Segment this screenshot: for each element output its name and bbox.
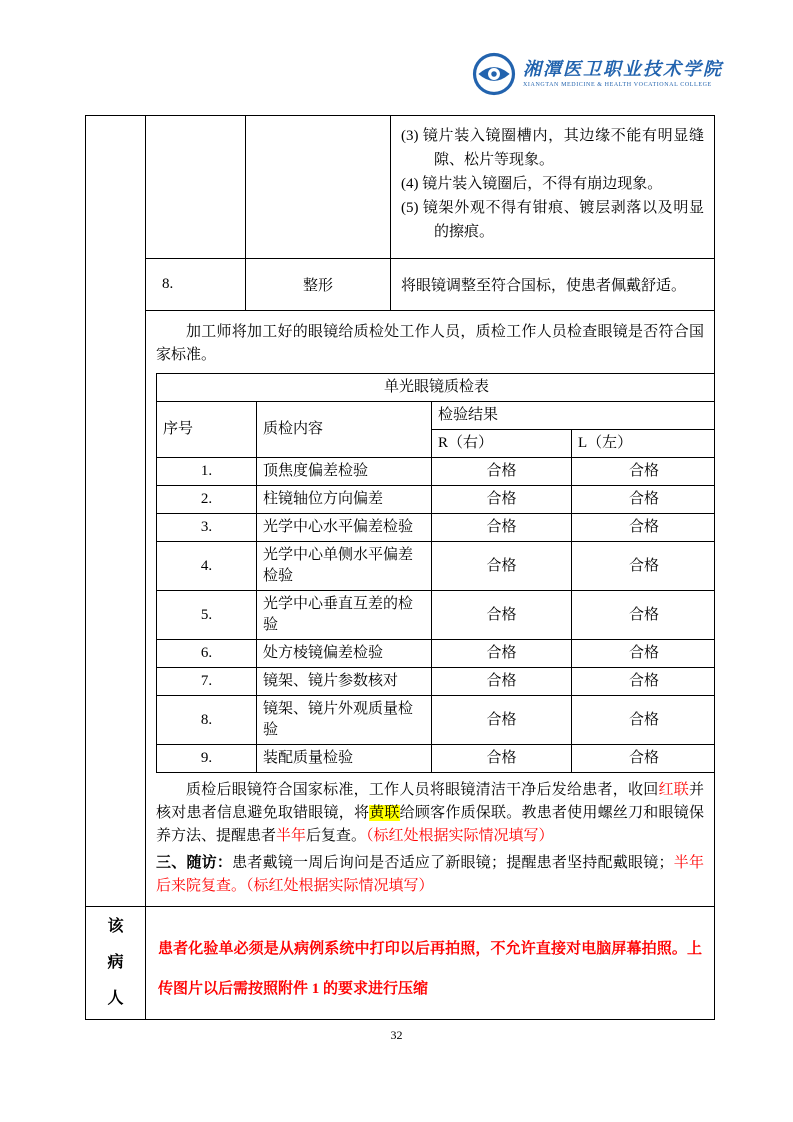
qc-cell-content: 镜架、镜片外观质量检验 <box>257 696 432 745</box>
qc-cell-content: 顶焦度偏差检验 <box>257 458 432 486</box>
qc-cell-left-result: 合格 <box>572 591 715 640</box>
qc-cell-content: 光学中心垂直互差的检验 <box>257 591 432 640</box>
text-segment: 黄联 <box>369 805 400 821</box>
qc-cell-right-result: 合格 <box>432 486 572 514</box>
college-header <box>472 52 723 96</box>
qc-cell-no: 9. <box>157 745 257 773</box>
after-qc-paragraph <box>156 779 704 848</box>
qc-cell-left-result: 合格 <box>572 668 715 696</box>
qc-data-row <box>157 640 715 668</box>
process-row-8 <box>146 259 714 311</box>
intro-paragraph: 加工师将加工好的眼镜给质检处工作人员，质检工作人员检查眼镜是否符合国家标准。 <box>156 324 704 363</box>
qc-data-row <box>157 745 715 773</box>
qc-cell-right-result: 合格 <box>432 696 572 745</box>
left-column-empty-cell <box>86 116 145 907</box>
patient-note-cell <box>146 907 714 1019</box>
qc-cell-left-result: 合格 <box>572 458 715 486</box>
qc-cell-right-result: 合格 <box>432 745 572 773</box>
qc-header-content: 质检内容 <box>257 402 432 458</box>
patient-note-text: 患者化验单必须是从病例系统中打印以后再拍照，不允许直接对电脑屏幕拍照。上传图片以后需按照附件 1 的要求进行压缩 <box>158 941 702 997</box>
qc-cell-no: 6. <box>157 640 257 668</box>
college-name-block <box>523 58 723 90</box>
qc-data-row <box>157 486 715 514</box>
qc-data-row <box>157 514 715 542</box>
qc-cell-no: 1. <box>157 458 257 486</box>
qc-data-row <box>157 668 715 696</box>
qc-cell-right-result: 合格 <box>432 591 572 640</box>
left-column <box>86 116 146 1019</box>
qc-table <box>156 373 714 773</box>
text-segment: 三、随访： <box>156 855 233 871</box>
text-segment: 后复查。 <box>306 828 367 844</box>
continuation-item: (5) 镜架外观不得有钳痕、镀层剥落以及明显的擦痕。 <box>401 200 704 240</box>
college-name-cn: 湘潭医卫职业技术学院 <box>523 59 723 79</box>
followup-paragraph <box>156 852 704 898</box>
text-segment: （标红处根据实际情况填写） <box>246 878 434 894</box>
qc-cell-right-result: 合格 <box>432 514 572 542</box>
qc-cell-content: 装配质量检验 <box>257 745 432 773</box>
qc-cell-right-result: 合格 <box>432 640 572 668</box>
quality-check-section <box>146 311 714 907</box>
qc-title-row <box>157 374 715 402</box>
qc-table-body <box>157 374 715 773</box>
main-table <box>85 115 715 1020</box>
qc-cell-no: 4. <box>157 542 257 591</box>
qc-cell-no: 5. <box>157 591 257 640</box>
continuation-row <box>146 116 714 259</box>
qc-cell-left-result: 合格 <box>572 542 715 591</box>
continuation-item: (4) 镜片装入镜圈后，不得有崩边现象。 <box>401 176 663 192</box>
qc-header-result: 检验结果 <box>432 402 715 430</box>
college-logo-icon <box>472 52 516 96</box>
right-column <box>146 116 714 1019</box>
qc-cell-content: 镜架、镜片参数核对 <box>257 668 432 696</box>
qc-data-row <box>157 458 715 486</box>
text-segment: 并核对患者信息避免取错眼镜，将 <box>156 782 704 821</box>
qc-data-row <box>157 696 715 745</box>
step-number-cell: 8. <box>146 259 246 310</box>
step-name-cell: 整形 <box>246 259 391 310</box>
patient-label-cell <box>86 907 145 1019</box>
qc-cell-left-result: 合格 <box>572 486 715 514</box>
qc-cell-left-result: 合格 <box>572 640 715 668</box>
qc-cell-content: 处方棱镜偏差检验 <box>257 640 432 668</box>
patient-label: 该病人 <box>107 918 124 1007</box>
qc-data-row <box>157 542 715 591</box>
qc-table-title: 单光眼镜质检表 <box>157 374 715 402</box>
continuation-item: (3) 镜片装入镜圈槽内，其边缘不能有明显缝隙、松片等现象。 <box>401 128 704 168</box>
qc-cell-right-result: 合格 <box>432 668 572 696</box>
qc-header-no: 序号 <box>157 402 257 458</box>
qc-cell-no: 8. <box>157 696 257 745</box>
qc-cell-content: 光学中心水平偏差检验 <box>257 514 432 542</box>
text-segment: 患者戴镜一周后询问是否适应了新眼镜；提醒患者坚持配戴眼镜； <box>232 855 674 871</box>
step-name-cell-empty <box>246 116 391 258</box>
text-segment: 半年后来院复查。 <box>156 855 704 894</box>
continuation-items-cell <box>391 116 714 258</box>
qc-cell-left-result: 合格 <box>572 745 715 773</box>
qc-cell-right-result: 合格 <box>432 542 572 591</box>
college-name-en: XIANGTAN MEDICINE & HEALTH VOCATIONAL COLLEGE <box>523 82 712 88</box>
qc-cell-no: 3. <box>157 514 257 542</box>
qc-cell-left-result: 合格 <box>572 514 715 542</box>
text-segment: 半年 <box>276 828 307 844</box>
qc-cell-content: 光学中心单侧水平偏差检验 <box>257 542 432 591</box>
text-segment: 给顾客作质保联。教患者使用螺丝刀和眼镜保养方法、提醒患者 <box>156 805 704 844</box>
step-desc-cell: 将眼镜调整至符合国标，使患者佩戴舒适。 <box>401 278 687 294</box>
qc-data-row <box>157 591 715 640</box>
qc-cell-left-result: 合格 <box>572 696 715 745</box>
qc-header-left: L（左） <box>572 430 715 458</box>
text-segment: 质检后眼镜符合国家标准，工作人员将眼镜清洁干净后发给患者，收回 <box>186 782 659 798</box>
qc-cell-no: 7. <box>157 668 257 696</box>
qc-header-right: R（右） <box>432 430 572 458</box>
qc-header-row <box>157 402 715 430</box>
text-segment: （标红处根据实际情况填写） <box>366 828 554 844</box>
qc-cell-right-result: 合格 <box>432 458 572 486</box>
page-number: 32 <box>390 1028 403 1042</box>
qc-cell-content: 柱镜轴位方向偏差 <box>257 486 432 514</box>
step-number-cell-empty <box>146 116 246 258</box>
qc-cell-no: 2. <box>157 486 257 514</box>
text-segment: 红联 <box>658 782 689 798</box>
